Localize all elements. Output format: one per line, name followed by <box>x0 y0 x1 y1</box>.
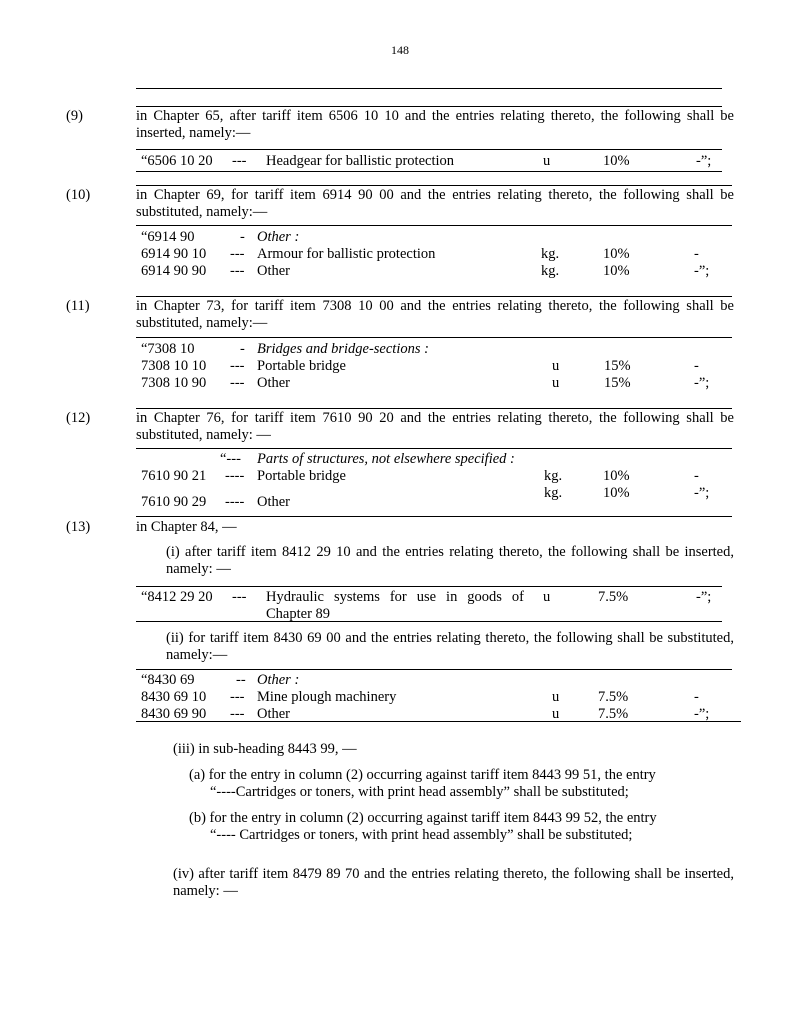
dash-level: ---- <box>225 494 245 510</box>
item-index-13: (13) <box>66 519 91 535</box>
tariff-code: 7308 10 90 <box>141 375 207 391</box>
rule-13i-top <box>136 586 722 587</box>
dash-level: --- <box>230 263 245 279</box>
description: Other <box>257 375 291 391</box>
sub-item-iii-text: (iii) in sub-heading 8443 99, — <box>173 741 357 757</box>
item-index-9: (9) <box>66 108 83 124</box>
description: Other : <box>257 672 300 688</box>
dash-level: - <box>240 341 245 357</box>
unit: u <box>552 375 560 391</box>
rule-13ii-bottom <box>136 721 741 722</box>
description: Other <box>257 494 291 510</box>
description: Mine plough machinery <box>257 689 397 705</box>
description: Parts of structures, not elsewhere specified : <box>257 451 515 467</box>
dash-level: “--- <box>220 451 241 467</box>
dash-level: --- <box>232 589 247 605</box>
tariff-code: 6914 90 10 <box>141 246 207 262</box>
dash-level: - <box>240 229 245 245</box>
row-end: - <box>694 689 699 705</box>
amendment-text-12: in Chapter 76, for tariff item 7610 90 20 and the entries relating thereto, the following shall be substituted, namely: — <box>136 410 734 443</box>
duty-rate: 10% <box>603 263 630 279</box>
amendment-text-10: in Chapter 69, for tariff item 6914 90 00 and the entries relating thereto, the following shall be substituted, namely:— <box>136 187 734 220</box>
rule-12-top <box>136 408 732 409</box>
unit: u <box>552 706 560 722</box>
duty-rate: 15% <box>604 375 631 391</box>
rule-10-table-top <box>136 225 732 226</box>
amendment-text-11: in Chapter 73, for tariff item 7308 10 00 and the entries relating thereto, the following shall be substituted, namely:— <box>136 298 734 331</box>
unit: kg. <box>544 468 563 484</box>
dash-level: --- <box>230 375 245 391</box>
unit: u <box>552 689 560 705</box>
row-end: -”; <box>694 485 710 501</box>
dash-level: --- <box>230 706 245 722</box>
description: Armour for ballistic protection <box>257 246 436 262</box>
description-continued: Chapter 89 <box>266 606 331 622</box>
dash-level: --- <box>230 358 245 374</box>
tariff-code: 7610 90 21 <box>141 468 207 484</box>
item-index-11: (11) <box>66 298 90 314</box>
duty-rate: 15% <box>604 358 631 374</box>
dash-level: --- <box>230 689 245 705</box>
duty-rate: 7.5% <box>598 706 629 722</box>
dash-level: -- <box>236 672 246 688</box>
unit: u <box>552 358 560 374</box>
row-end: - <box>694 358 699 374</box>
rule-9-table-bottom <box>136 171 722 172</box>
tariff-code: 7308 10 10 <box>141 358 207 374</box>
row-end: -”; <box>694 263 710 279</box>
sub-item-iii-b-line2: “---- Cartridges or toners, with print head assembly” shall be substituted; <box>210 827 633 843</box>
description: Headgear for ballistic protection <box>266 153 455 169</box>
item-index-12: (12) <box>66 410 91 426</box>
tariff-code: “8412 29 20 <box>141 589 213 605</box>
dash-level: --- <box>232 153 247 169</box>
row-end: - <box>694 468 699 484</box>
description: Other <box>257 706 291 722</box>
page-number: 148 <box>391 43 409 57</box>
duty-rate: 10% <box>603 246 630 262</box>
description: Bridges and bridge-sections : <box>257 341 429 357</box>
tariff-code: “8430 69 <box>141 672 195 688</box>
description: Portable bridge <box>257 358 346 374</box>
header-rule <box>136 88 722 89</box>
sub-item-iv-text: (iv) after tariff item 8479 89 70 and the entries relating thereto, the following shall be inserted, namely: — <box>173 866 734 899</box>
unit: kg. <box>544 485 563 501</box>
row-end: -”; <box>694 375 710 391</box>
tariff-code: 6914 90 90 <box>141 263 207 279</box>
tariff-code: 7610 90 29 <box>141 494 207 510</box>
rule-12-table-top <box>136 448 732 449</box>
row-end: -”; <box>696 153 712 169</box>
row-end: -”; <box>696 589 712 605</box>
sub-item-ii-text: (ii) for tariff item 8430 69 00 and the entries relating thereto, the following shall be substituted, namely:— <box>166 630 734 663</box>
rule-10-top <box>136 185 732 186</box>
duty-rate: 7.5% <box>598 689 629 705</box>
description: Hydraulic systems for use in goods of <box>266 589 524 605</box>
tariff-code: 8430 69 10 <box>141 689 207 705</box>
tariff-code: “6506 10 20 <box>141 153 213 169</box>
dash-level: --- <box>230 246 245 262</box>
item-index-10: (10) <box>66 187 91 203</box>
amendment-text-13: in Chapter 84, — <box>136 519 237 535</box>
tariff-code: “6914 90 <box>141 229 195 245</box>
rule-11-table-top <box>136 337 732 338</box>
rule-9-table-top <box>136 149 722 150</box>
sub-item-iii-a-line1: (a) for the entry in column (2) occurring against tariff item 8443 99 51, the entry <box>189 767 656 783</box>
unit: u <box>543 589 551 605</box>
description: Other : <box>257 229 300 245</box>
tariff-code: “7308 10 <box>141 341 195 357</box>
sub-item-iii-a-line2: “----Cartridges or toners, with print head assembly” shall be substituted; <box>210 784 629 800</box>
rule-11-top <box>136 296 732 297</box>
row-end: -”; <box>694 706 710 722</box>
description: Other <box>257 263 291 279</box>
rule-13i-bottom <box>136 621 722 622</box>
row-end: - <box>694 246 699 262</box>
sub-item-i-text: (i) after tariff item 8412 29 10 and the entries relating thereto, the following shall be inserted, namely: — <box>166 544 734 577</box>
rule-13ii-top <box>136 669 732 670</box>
duty-rate: 10% <box>603 153 630 169</box>
dash-level: ---- <box>225 468 245 484</box>
description: Portable bridge <box>257 468 346 484</box>
rule-12-table-bottom <box>136 516 732 517</box>
amendment-text-9: in Chapter 65, after tariff item 6506 10 10 and the entries relating thereto, the following shall be inserted, namely:— <box>136 108 734 141</box>
unit: kg. <box>541 263 560 279</box>
tariff-code: 8430 69 90 <box>141 706 207 722</box>
sub-item-iii-b-line1: (b) for the entry in column (2) occurring against tariff item 8443 99 52, the entry <box>189 810 657 826</box>
unit: kg. <box>541 246 560 262</box>
unit: u <box>543 153 551 169</box>
duty-rate: 7.5% <box>598 589 629 605</box>
duty-rate: 10% <box>603 468 630 484</box>
duty-rate: 10% <box>603 485 630 501</box>
rule-9-top <box>136 106 722 107</box>
